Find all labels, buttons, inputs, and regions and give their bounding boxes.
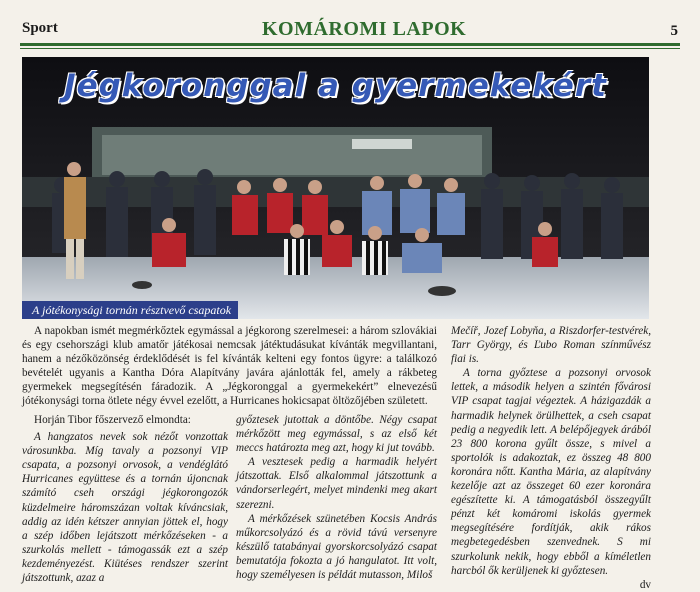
col2-paragraph-1: győztesek jutottak a döntőbe. Négy csapat mérkőzött meg egymással, s az első két meccs határozta meg azt, hogy ki jut tovább.: [236, 414, 437, 455]
header-rule: [20, 43, 680, 46]
page-header: [0, 0, 700, 48]
author-signature: dv: [639, 578, 651, 591]
page-number: 5: [670, 23, 678, 39]
intro-paragraph: A napokban ismét megmérkőztek egymással a jégkorong szerelmesei: a három szlovákiai és egy csehországi klub amatőr játékosai nemcsak játéktudásukat kívánták megvillantani, hanem a nézőközönség érdeklődését is fel kívánták kelteni egy fontos ügyre: a találkozó bevételét ugyanis a Kantha Dóra Alapítvány javára ajánlották fel, amely a rákbeteg gyermekek megsegítésén fáradozik. A „Jégkoronggal a gyermekekért” elnevezésű jótékonysági torna ötlete négy évvel ezelőtt, a Hurricanes hokicsapat öltözőjében született.: [22, 325, 437, 408]
article-headline: Jégkoronggal a gyermekekért: [64, 68, 607, 104]
photo-caption: A jótékonysági tornán résztvevő csapatok: [22, 301, 238, 319]
organizer-lead: Horján Tibor főszervező elmondta:: [34, 414, 191, 426]
section-label: Sport: [22, 20, 58, 36]
organizer-quote: A hangzatos nevek sok nézőt vonzottak városunkba. Míg tavaly a pozsonyi VIP csapata, a pozsonyi orvosok, a vendéglátó Hurricanes együttese és a tornán újoncnak számító cseh országi jégkorongozók küzdelmeire háromszázan voltak kíváncsiak, addig az idén kétszer annyian jöttek el, hogy a szép időben lejátszott mérkőzéseken - a szurkolás mellett - támogassák ezt a szép kezdeményezést. Kiütéses rendszer szerint játszottunk, azaz a: [22, 431, 228, 585]
article-column-3: [451, 324, 651, 592]
col2-paragraph-3: A mérkőzések szünetében Kocsis András műkorcsolyázó és a rövid távú versenyre készülő tatabányai gyorskorcsolyázó csapat bemutatója fokozta a jó hangulatot. Itt volt, hogy személyesen is példát mutasson, Miloš: [236, 512, 437, 582]
article-column-2: [236, 413, 437, 582]
header-rule-thin: [20, 48, 680, 49]
team-photo: [22, 57, 649, 319]
col3-paragraph-1: Mečíř, Jozef Lobyňa, a Riszdorfer-testvérek, Tarr György, és Ľubo Roman színművész fiai is.: [451, 325, 651, 366]
col2-paragraph-2: A vesztesek pedig a harmadik helyért játszottak. Első alkalommal játszottunk a vándorserlegért, melyet mindenki meg akart szerezni.: [236, 456, 437, 511]
article-intro: [22, 324, 437, 409]
article-column-1: [22, 413, 228, 585]
masthead-title: KOMÁROMI LAPOK: [262, 18, 467, 40]
col3-paragraph-2: A torna győztese a pozsonyi orvosok lettek, a második helyen a szintén fővárosi VIP csapat tagjai végeztek. A házigazdák a harmadik helynek örülhettek, a cseh csapat pedig a negyedik lett. A belépőjegyek árából 23 800 korona gyűlt össze, s mivel a sportolók is adakoztak, ez összeg 48 800 koronára nőtt. Kantha Mária, az alapítvány kezelője azt az összeget 60 ezer koronára egészítette ki. A támogatásból összegyűlt pénzt két komáromi iskolás gyermek megsegítésére fordítják, akik rákos megbetegedésben szenvednek. S mi szurkolunk nekik, hogy ebből a kíméletlen harcból ők kerüljenek ki győztesen.: [451, 367, 651, 577]
